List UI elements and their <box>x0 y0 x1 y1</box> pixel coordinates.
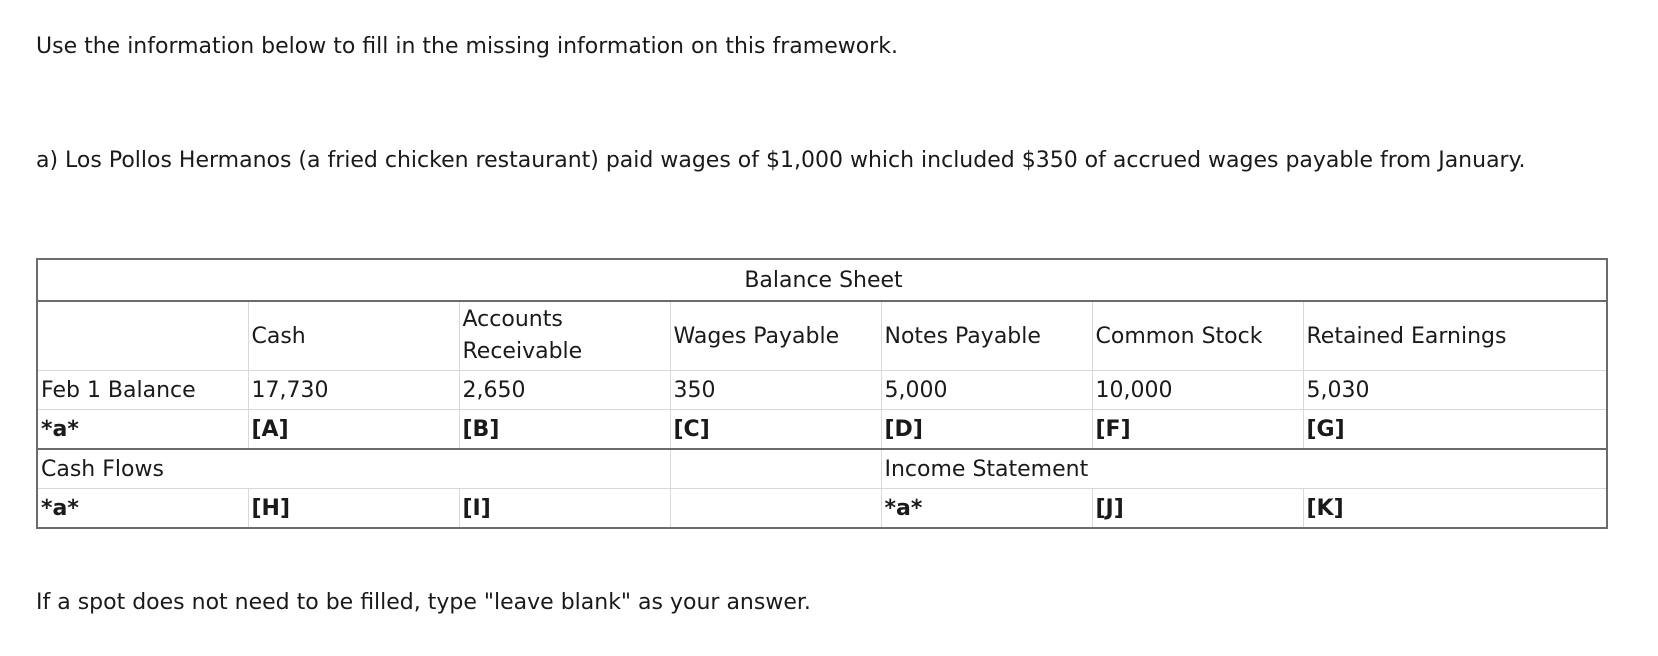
blank-j: [J] <box>1092 489 1303 529</box>
blank-k: [K] <box>1303 489 1607 529</box>
footer-instructions: If a spot does not need to be filled, type "leave blank" as your answer. <box>36 590 811 615</box>
cash-flows-a-label: *a* <box>37 489 248 529</box>
blank-d: [D] <box>881 410 1092 450</box>
feb-wages-payable-value: 350 <box>670 371 881 410</box>
feb-accounts-receivable-value: 2,650 <box>459 371 670 410</box>
feb-balance-label: Feb 1 Balance <box>37 371 248 410</box>
header-cash: Cash <box>248 301 459 371</box>
feb-common-stock-value: 10,000 <box>1092 371 1303 410</box>
header-row <box>37 301 1607 371</box>
problem-statement: a) Los Pollos Hermanos (a fried chicken restaurant) paid wages of $1,000 which included $350 of accrued wages payable from January. <box>36 148 1526 173</box>
flows-spacer-cell <box>670 489 881 529</box>
section-spacer-cell <box>670 449 881 489</box>
header-notes-payable: Notes Payable <box>881 301 1092 371</box>
income-statement-a-label: *a* <box>881 489 1092 529</box>
transaction-a-row <box>37 410 1607 450</box>
header-wages-payable: Wages Payable <box>670 301 881 371</box>
section-labels-row <box>37 449 1607 489</box>
feb-retained-earnings-value: 5,030 <box>1303 371 1607 410</box>
header-accounts-receivable: Accounts Receivable <box>459 301 670 371</box>
cash-flows-label: Cash Flows <box>37 449 670 489</box>
blank-g: [G] <box>1303 410 1607 450</box>
header-retained-earnings: Retained Earnings <box>1303 301 1607 371</box>
blank-i: [I] <box>459 489 670 529</box>
feb-cash-value: 17,730 <box>248 371 459 410</box>
feb-balance-row <box>37 371 1607 410</box>
balance-sheet-title-row <box>37 259 1607 301</box>
header-common-stock: Common Stock <box>1092 301 1303 371</box>
blank-a: [A] <box>248 410 459 450</box>
blank-f: [F] <box>1092 410 1303 450</box>
transaction-a-flows-row <box>37 489 1607 529</box>
blank-h: [H] <box>248 489 459 529</box>
accounting-framework-table <box>36 258 1608 529</box>
transaction-a-label: *a* <box>37 410 248 450</box>
blank-c: [C] <box>670 410 881 450</box>
balance-sheet-title: Balance Sheet <box>37 259 1607 301</box>
feb-notes-payable-value: 5,000 <box>881 371 1092 410</box>
income-statement-label: Income Statement <box>881 449 1607 489</box>
instructions-text: Use the information below to fill in the missing information on this framework. <box>36 34 898 59</box>
blank-b: [B] <box>459 410 670 450</box>
header-cell-blank <box>37 301 248 371</box>
